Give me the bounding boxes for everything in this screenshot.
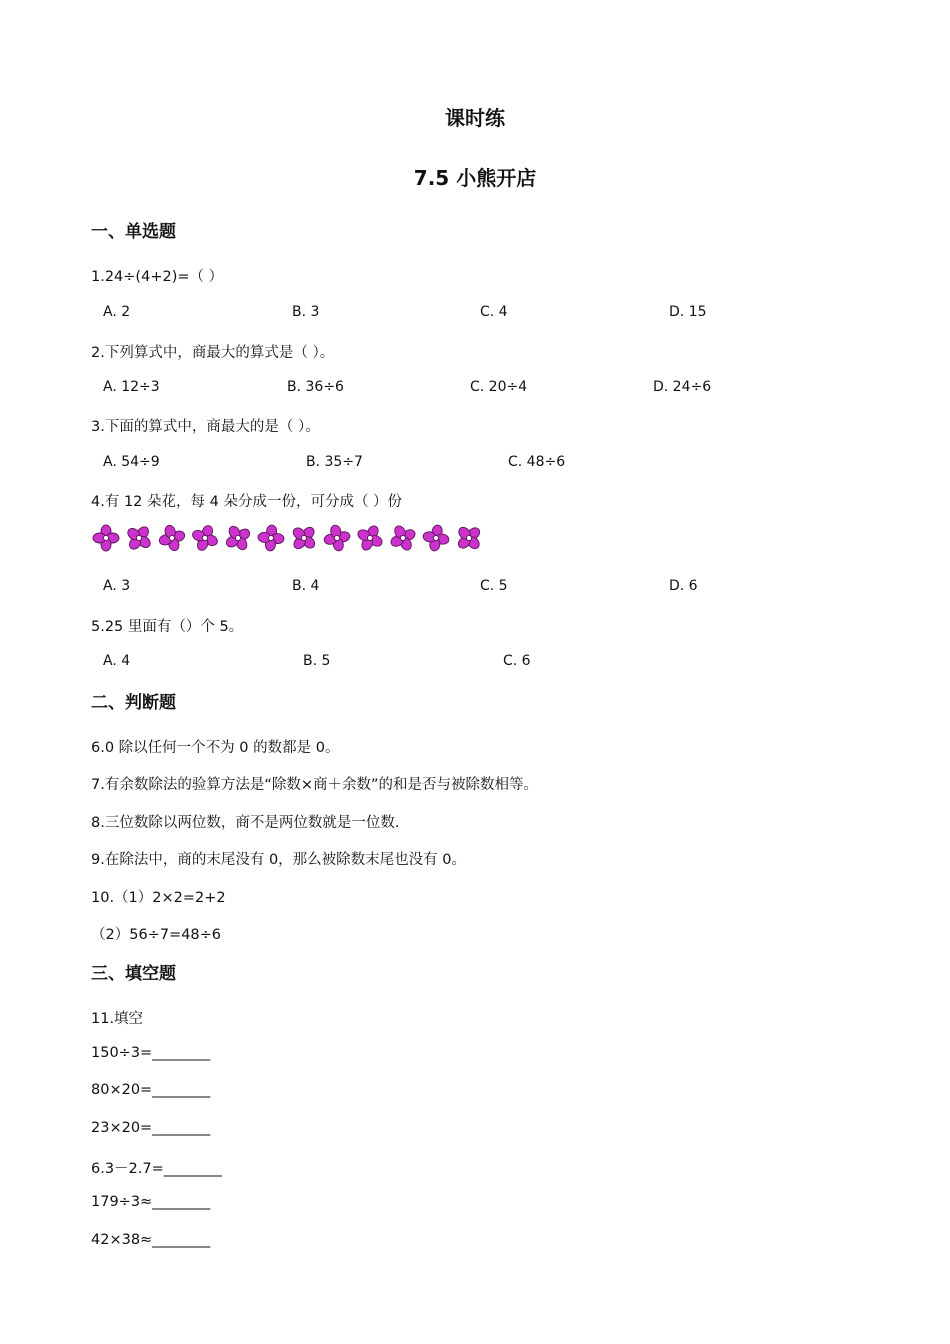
q4-option-c: C. 5 [480,578,508,594]
question-10-part-1: 10.（1）2×2=2+2 [91,890,226,906]
q2-option-d: D. 24÷6 [653,379,712,395]
flower-icon [158,524,186,552]
question-8: 8.三位数除以两位数，商不是两位数就是一位数. [91,815,400,831]
fill-item-1: 150÷3=________ [91,1045,211,1061]
q2-option-c: C. 20÷4 [470,379,528,395]
fill-item-6: 42×38≈________ [91,1232,211,1248]
question-7: 7.有余数除法的验算方法是“除数×商＋余数”的和是否与被除数相等。 [91,777,539,793]
flower-icon [323,524,351,552]
fill-item-5: 179÷3≈________ [91,1194,211,1210]
q1-option-b: B. 3 [292,304,320,320]
q2-option-a: A. 12÷3 [103,379,160,395]
section-heading-single-choice: 一、单选题 [91,222,176,242]
flower-icon [92,524,120,552]
section-heading-fill-blank: 三、填空题 [91,964,176,984]
section-heading-true-false: 二、判断题 [91,693,176,713]
question-9: 9.在除法中，商的末尾没有 0，那么被除数末尾也没有 0。 [91,852,467,868]
flower-icon [389,524,417,552]
question-2: 2.下列算式中，商最大的算式是（ ）。 [91,345,335,361]
q1-option-a: A. 2 [103,304,131,320]
fill-item-4: 6.3－2.7=________ [91,1161,222,1177]
question-6: 6.0 除以任何一个不为 0 的数都是 0。 [91,740,340,756]
flower-icon [191,524,219,552]
flower-icon [455,524,483,552]
flower-icon [290,524,318,552]
flower-icon [125,524,153,552]
question-11: 11.填空 [91,1011,144,1027]
question-5: 5.25 里面有（）个 5。 [91,619,244,635]
q1-option-d: D. 15 [669,304,707,320]
fill-item-3: 23×20=________ [91,1120,211,1136]
q3-option-a: A. 54÷9 [103,454,160,470]
q5-option-c: C. 6 [503,653,531,669]
question-1: 1.24÷(4+2)=（ ） [91,269,224,285]
q3-option-c: C. 48÷6 [508,454,566,470]
q2-option-b: B. 36÷6 [287,379,344,395]
flower-icon [422,524,450,552]
flower-image-row [92,524,502,554]
question-10-part-2: （2）56÷7=48÷6 [91,927,222,943]
q5-option-b: B. 5 [303,653,331,669]
fill-item-2: 80×20=________ [91,1082,211,1098]
question-4: 4.有 12 朵花，每 4 朵分成一份，可分成（ ）份 [91,494,403,510]
q5-option-a: A. 4 [103,653,131,669]
q1-option-c: C. 4 [480,304,508,320]
question-3: 3.下面的算式中，商最大的是（ ）。 [91,419,320,435]
q4-option-a: A. 3 [103,578,131,594]
flower-icon [224,524,252,552]
q4-option-b: B. 4 [292,578,320,594]
flower-icon [356,524,384,552]
q3-option-b: B. 35÷7 [306,454,363,470]
doc-title: 课时练 [445,106,505,130]
flower-icon [257,524,285,552]
q4-option-d: D. 6 [669,578,698,594]
doc-subtitle: 7.5 小熊开店 [413,166,537,190]
